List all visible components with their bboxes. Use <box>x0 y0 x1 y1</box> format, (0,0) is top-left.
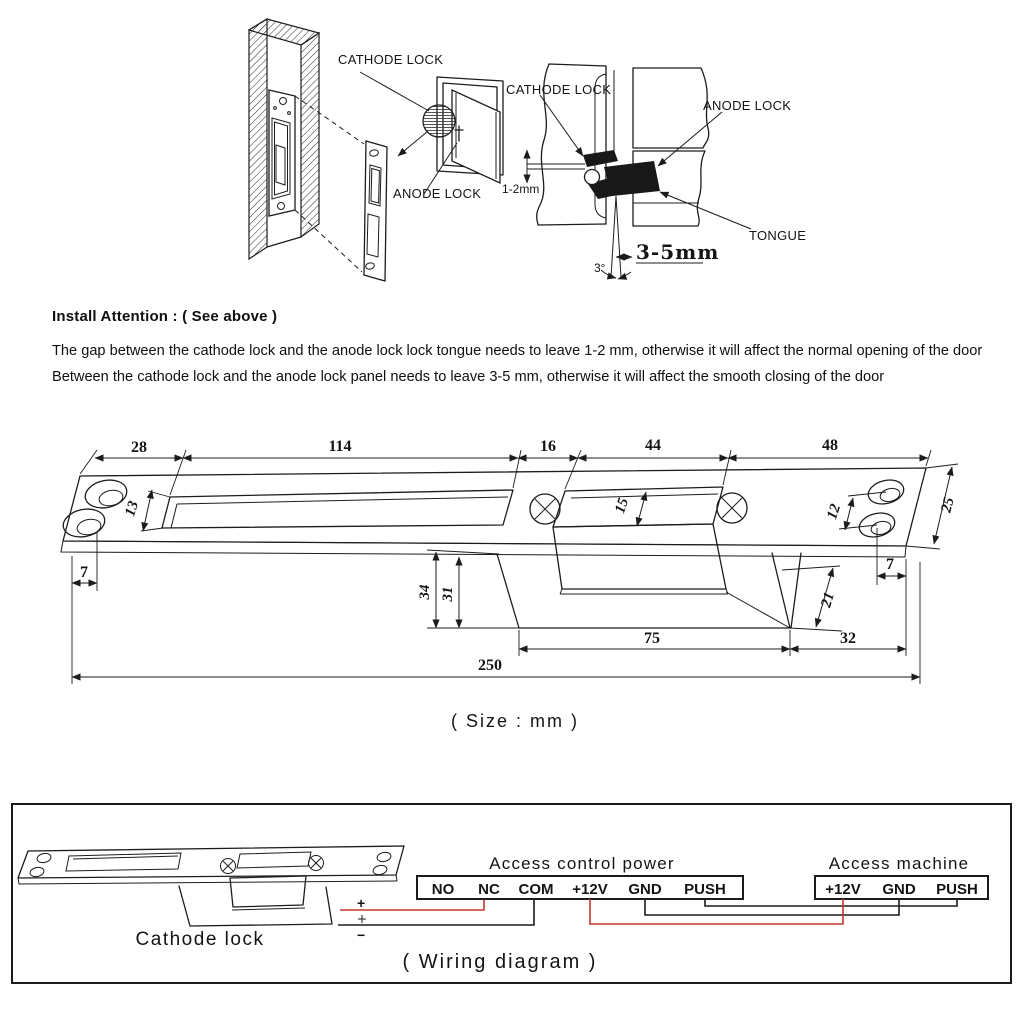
dim-7-right: 7 <box>886 556 894 573</box>
dim-16: 16 <box>540 438 556 455</box>
dimension-top-chain <box>80 437 931 495</box>
tongue-label: TONGUE <box>749 228 807 243</box>
install-illustrations <box>249 19 806 281</box>
dim-31: 31 <box>440 586 456 602</box>
angle-dimension: 3° <box>594 261 606 275</box>
terminal-no: NO <box>431 881 455 898</box>
access-machine-block <box>815 876 988 899</box>
dim-28: 28 <box>131 439 147 456</box>
dim-114: 114 <box>328 438 352 455</box>
terminal-power-12v: +12V <box>572 881 608 898</box>
lock-body <box>497 553 801 628</box>
dimension-drawing <box>61 437 958 731</box>
wire-12v-to-12v <box>590 899 843 924</box>
tongue-roller <box>585 170 600 185</box>
dim-12: 12 <box>824 502 845 522</box>
anode-lock-label-door: ANODE LOCK <box>393 186 482 201</box>
terminal-nc: NC <box>478 881 500 898</box>
panel-gap-dimension: 3-5mm <box>636 240 720 264</box>
anode-lock-label-section: ANODE LOCK <box>703 98 792 113</box>
cathode-lock-label-door: CATHODE LOCK <box>338 52 444 67</box>
terminal-machine-12v: +12V <box>825 881 861 898</box>
dim-44: 44 <box>645 437 661 454</box>
tongue-gap-dimension: 1-2mm <box>502 182 540 196</box>
mounting-hole <box>857 476 906 540</box>
wiring-diagram-caption: ( Wiring diagram ) <box>402 951 598 973</box>
install-attention-line2: Between the cathode lock and the anode lock panel needs to leave 3-5 mm, otherwise it will affect the smooth closing of the door <box>52 369 885 385</box>
wiring-lock-drawing <box>18 846 404 926</box>
screw-icon <box>717 493 747 523</box>
dim-32: 32 <box>840 630 856 647</box>
dim-34: 34 <box>417 584 433 600</box>
terminal-machine-gnd: GND <box>882 881 916 898</box>
dim-7-left: 7 <box>80 564 88 581</box>
terminal-power-push: PUSH <box>684 881 726 898</box>
terminal-machine-push: PUSH <box>936 881 978 898</box>
install-attention-line1: The gap between the cathode lock and the anode lock lock tongue needs to leave 1-2 mm, otherwise it will affect the normal opening of the door <box>52 343 983 359</box>
strike-plate-face <box>63 468 926 546</box>
wire-lock-minus-to-com <box>338 899 534 925</box>
strike-lip <box>583 150 618 167</box>
dim-21: 21 <box>818 590 838 610</box>
access-control-power-title: Access control power <box>489 854 675 873</box>
plus-polarity: + <box>357 895 366 911</box>
wire-push-to-push <box>705 899 957 906</box>
dim-75: 75 <box>644 630 660 647</box>
dim-250: 250 <box>478 657 502 674</box>
size-unit-note: ( Size : mm ) <box>451 711 579 731</box>
access-machine-title: Access machine <box>828 854 970 873</box>
access-control-power-block <box>417 876 743 899</box>
dim-15: 15 <box>612 496 633 516</box>
screw-icon <box>530 494 560 524</box>
minus-polarity: − <box>357 927 366 943</box>
wiring-diagram <box>12 804 1011 983</box>
dim-25: 25 <box>938 495 958 515</box>
terminal-com: COM <box>518 881 554 898</box>
keeper-box <box>553 524 726 589</box>
wiring-lock-label: Cathode lock <box>135 929 265 950</box>
cathode-lock-label-section: CATHODE LOCK <box>506 82 612 97</box>
wire-gnd-to-gnd <box>645 899 899 915</box>
terminal-power-gnd: GND <box>628 881 662 898</box>
dim-48: 48 <box>822 437 838 454</box>
install-attention-heading: Install Attention : ( See above ) <box>52 308 278 325</box>
dim-13: 13 <box>122 499 143 519</box>
frame-lock-plate <box>269 90 295 216</box>
